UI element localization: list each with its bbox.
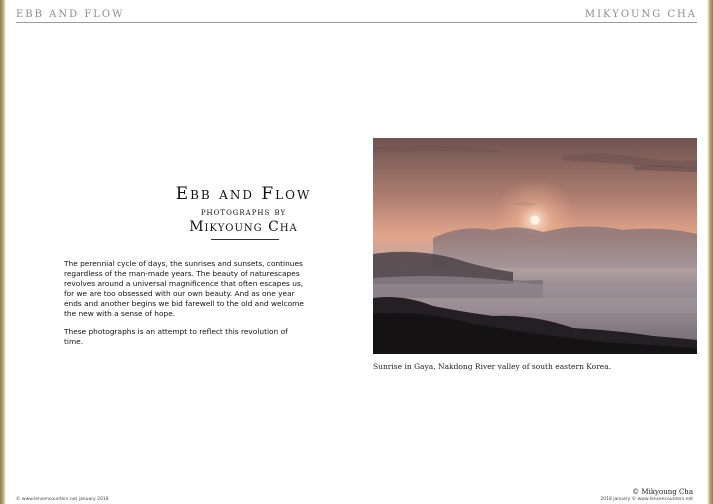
article-body <box>64 259 304 355</box>
magazine-spread <box>6 0 707 504</box>
photo-caption: Sunrise in Gaya, Nakdong River valley of south eastern Korea. <box>373 362 612 371</box>
article-byline: photographs by <box>200 207 287 218</box>
sunrise-photo <box>373 138 697 354</box>
body-paragraph-2: These photographs is an attempt to reflect this revolution of time. <box>64 327 288 346</box>
sun <box>531 216 540 225</box>
footer-right: 2018 january © www.lensencounters.net <box>600 497 693 502</box>
footer-left: © www.lensencounters.net january 2018 <box>16 497 109 502</box>
article-author: Mikyoung Cha <box>189 219 298 235</box>
header-rule <box>16 22 697 23</box>
article-title: Ebb and Flow <box>175 184 312 204</box>
body-paragraph-1: The perennial cycle of days, the sunrises and sunsets, continues regardless of the man-made years. The beauty of naturescapes revolves around a universal magnificence that often escapes us, for we are too obsessed with our own beauty. And as one year ends and another begins we bid farewell to the old and welcome the new with a sense of hope. <box>64 259 304 318</box>
header-title: EBB AND FLOW <box>16 9 125 20</box>
copyright-notice: © Mikyoung Cha <box>632 488 693 496</box>
title-underline <box>211 239 279 240</box>
header-author: MIKYOUNG CHA <box>584 9 697 20</box>
